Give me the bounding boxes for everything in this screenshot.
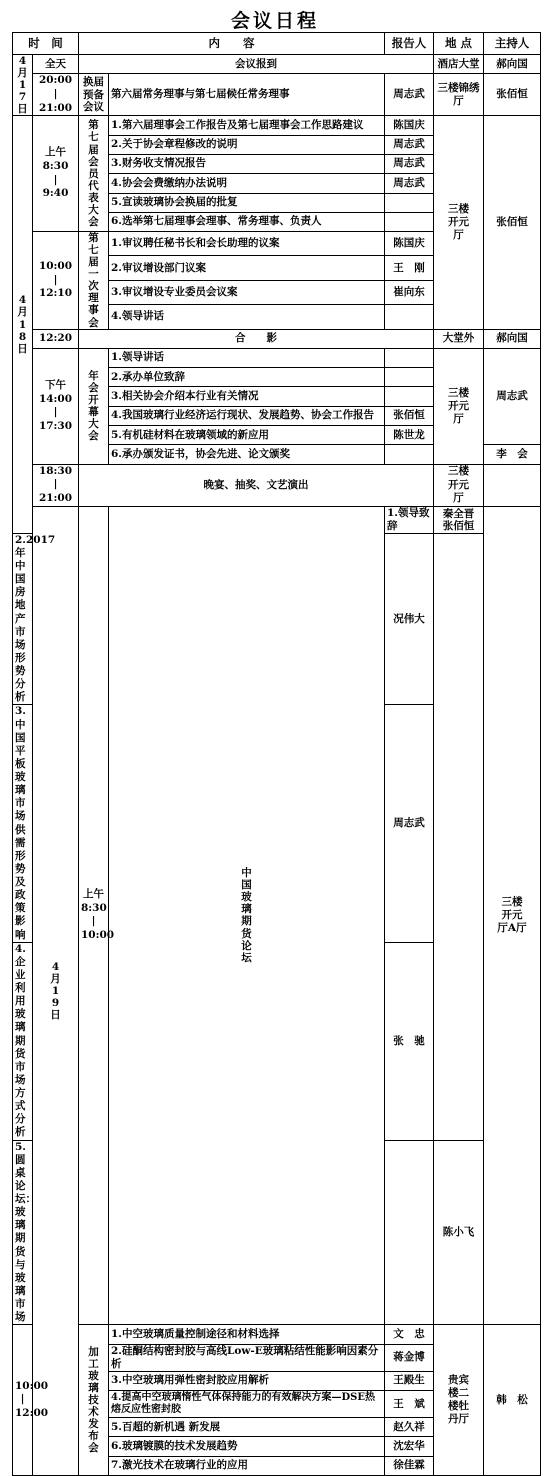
agenda-item: 1.领导致辞 <box>385 506 434 533</box>
content-cell: 晚宴、抽奖、文艺演出 <box>79 464 434 506</box>
time-cell: 20:00 | 21:00 <box>33 74 79 116</box>
reporter-cell: 陈国庆 <box>385 232 434 256</box>
reporter-cell: 周志武 <box>385 154 434 173</box>
location-cell: 三楼开元厅 <box>434 464 484 506</box>
reporter-cell: 况伟大 <box>385 533 434 705</box>
location-cell: 三楼开元厅 <box>434 348 484 464</box>
time-cell: 上午 8:30 | 10:00 <box>79 506 109 1325</box>
agenda-item: 3.相关协会介绍本行业有关情况 <box>109 387 385 406</box>
reporter-cell <box>385 193 434 212</box>
session-cell: 加工玻璃技术发布会 <box>79 1325 109 1476</box>
reporter-cell <box>385 348 434 367</box>
reporter-cell: 赵久祥 <box>385 1418 434 1437</box>
content-cell: 第六届常务理事与第七届候任常务理事 <box>109 74 385 116</box>
reporter-cell: 周志武 <box>385 74 434 116</box>
agenda-item: 4.提高中空玻璃惰性气体保持能力的有效解决方案—DSE热熔反应性密封胶 <box>109 1391 385 1418</box>
host-cell: 周志武 <box>484 348 541 444</box>
agenda-item: 1.领导讲话 <box>109 348 385 367</box>
session-cell: 中国玻璃期货论坛 <box>109 506 385 1325</box>
reporter-cell: 周志武 <box>385 705 434 942</box>
header-reporter: 报告人 <box>385 33 434 55</box>
header-content: 内 容 <box>79 33 385 55</box>
reporter-cell <box>385 305 434 329</box>
reporter-cell: 陈国庆 <box>385 116 434 135</box>
page-title: 会议日程 <box>0 6 550 33</box>
agenda-item: 6.承办颁发证书，协会先进、论文颁奖 <box>109 445 385 464</box>
session-cell: 第七届会员代表大会 <box>79 116 109 232</box>
host-cell: 郝向国 <box>484 329 541 348</box>
location-cell: 三楼开元厅A厅 <box>484 506 541 1325</box>
reporter-cell: 周志武 <box>385 135 434 154</box>
reporter-cell <box>385 1140 434 1325</box>
location-cell: 酒店大堂 <box>434 55 484 74</box>
agenda-item: 2.硅酮结构密封胶与高线Low-E玻璃粘结性能影响因素分析 <box>109 1344 385 1371</box>
header-time: 时 间 <box>13 33 79 55</box>
table-row <box>13 329 541 348</box>
host-cell: 陈小飞 <box>434 1140 484 1325</box>
content-cell: 合 影 <box>79 329 434 348</box>
host-cell: 韩 松 <box>484 1325 541 1476</box>
agenda-item: 1.第六届理事会工作报告及第七届理事会工作思路建议 <box>109 116 385 135</box>
agenda-item: 6.选举第七届理事会理事、常务理事、负责人 <box>109 212 385 231</box>
agenda-item: 3.财务收支情况报告 <box>109 154 385 173</box>
reporter-cell: 徐佳霖 <box>385 1456 434 1475</box>
reporter-cell <box>385 368 434 387</box>
location-cell: 大堂外 <box>434 329 484 348</box>
reporter-cell: 王殿生 <box>385 1371 434 1390</box>
time-cell: 下午 14:00 | 17:30 <box>33 348 79 464</box>
time-cell: 12:20 <box>33 329 79 348</box>
time-cell: 18:30 | 21:00 <box>33 464 79 506</box>
session-cell: 第七届一次理事会 <box>79 232 109 330</box>
agenda-item: 2.承办单位致辞 <box>109 368 385 387</box>
host-cell: 李 会 <box>484 445 541 464</box>
reporter-cell <box>385 387 434 406</box>
reporter-cell: 文 忠 <box>385 1325 434 1344</box>
reporter-cell: 王 刚 <box>385 256 434 280</box>
session-cell: 年会开幕大会 <box>79 348 109 464</box>
host-cell: 张佰恒 <box>484 74 541 116</box>
agenda-item: 3.审议增设专业委员会议案 <box>109 280 385 304</box>
time-cell: 10:00 | 12:10 <box>33 232 79 330</box>
location-cell: 三楼开元厅 <box>434 116 484 329</box>
table-row <box>13 506 541 533</box>
table-row <box>13 55 541 74</box>
header-row <box>13 33 541 55</box>
time-cell: 全天 <box>33 55 79 74</box>
content-cell: 会议报到 <box>79 55 434 74</box>
location-cell: 三楼锦绣厅 <box>434 74 484 116</box>
agenda-item: 4.企业利用玻璃期货市场方式分析 <box>13 942 33 1140</box>
agenda-item: 3.中国平板玻璃市场供需形势及政策影响 <box>13 705 33 942</box>
agenda-item: 5.圆桌论坛：玻璃期货与玻璃市场 <box>13 1140 33 1325</box>
table-row <box>13 116 541 135</box>
agenda-item: 1.审议聘任秘书长和会长助理的议案 <box>109 232 385 256</box>
table-row <box>13 1325 541 1344</box>
session-cell: 换届预备会议 <box>79 74 109 116</box>
agenda-item: 4.我国玻璃行业经济运行现状、发展趋势、协会工作报告 <box>109 406 385 425</box>
date-cell: 4月17日 <box>13 55 33 116</box>
date-cell: 4月19日 <box>33 506 79 1475</box>
agenda-item: 5.宣读玻璃协会换届的批复 <box>109 193 385 212</box>
agenda-item: 5.百超的新机遇 新发展 <box>109 1418 385 1437</box>
agenda-item: 2.关于协会章程修改的说明 <box>109 135 385 154</box>
schedule-table <box>12 32 541 1476</box>
agenda-item: 4.协会会费缴纳办法说明 <box>109 174 385 193</box>
host-cell <box>484 464 541 506</box>
time-cell: 10:00 | 12:00 <box>13 1325 33 1476</box>
agenda-item: 6.玻璃镀膜的技术发展趋势 <box>109 1437 385 1456</box>
reporter-cell <box>385 212 434 231</box>
agenda-item: 5.有机硅材料在玻璃领域的新应用 <box>109 426 385 445</box>
agenda-item: 1.中空玻璃质量控制途径和材料选择 <box>109 1325 385 1344</box>
reporter-cell <box>385 445 434 464</box>
time-cell: 上午 8:30 | 9:40 <box>33 116 79 232</box>
reporter-cell: 王 斌 <box>385 1391 434 1418</box>
host-cell: 张佰恒 <box>484 116 541 329</box>
reporter-cell: 沈宏华 <box>385 1437 434 1456</box>
reporter-cell: 秦全晋 张佰恒 <box>434 506 484 533</box>
reporter-cell: 蒋金博 <box>385 1344 434 1371</box>
reporter-cell: 崔向东 <box>385 280 434 304</box>
location-cell: 贵宾楼二楼牡丹厅 <box>434 1325 484 1476</box>
agenda-item: 2.2017年中国房地产市场形势分析 <box>13 533 33 705</box>
reporter-cell: 张 驰 <box>385 942 434 1140</box>
agenda-item: 2.审议增设部门议案 <box>109 256 385 280</box>
header-host: 主持人 <box>484 33 541 55</box>
host-cell: 郝向国 <box>484 55 541 74</box>
reporter-cell: 陈世龙 <box>385 426 434 445</box>
table-row <box>13 348 541 367</box>
agenda-item: 4.领导讲话 <box>109 305 385 329</box>
date-cell: 4月18日 <box>13 116 33 534</box>
reporter-cell: 张佰恒 <box>385 406 434 425</box>
header-location: 地 点 <box>434 33 484 55</box>
reporter-cell: 周志武 <box>385 174 434 193</box>
agenda-item: 3.中空玻璃用弹性密封胶应用解析 <box>109 1371 385 1390</box>
agenda-item: 7.激光技术在玻璃行业的应用 <box>109 1456 385 1475</box>
